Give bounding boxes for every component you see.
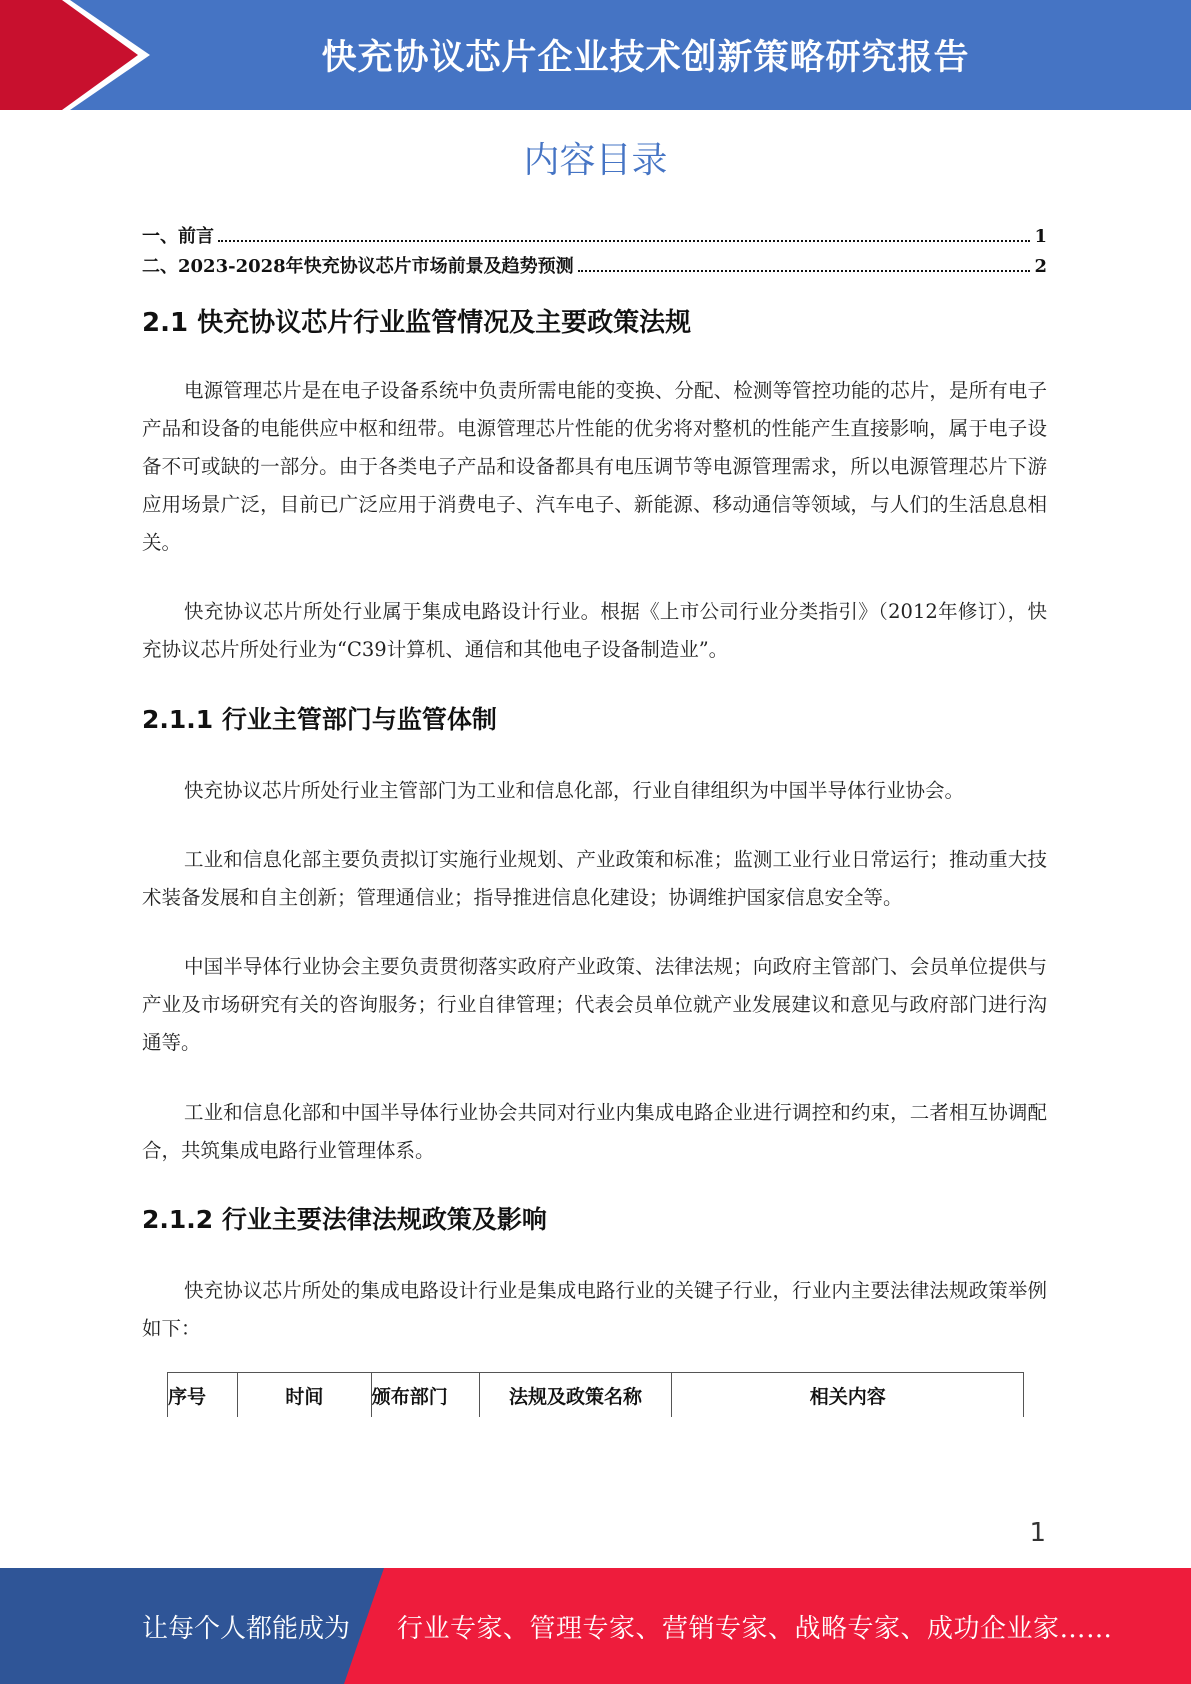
- toc-leader-dots: [218, 226, 1030, 242]
- toc-leader-dots: [578, 256, 1031, 272]
- footer-banner: [0, 1568, 1191, 1684]
- footer-slogan-left: 让每个人都能成为: [142, 1613, 351, 1644]
- table-header-cell: 相关内容: [672, 1373, 1024, 1418]
- policy-table: [167, 1372, 1024, 1417]
- section-heading-2-1-2: 2.1.2 行业主要法律法规政策及影响: [142, 1205, 547, 1234]
- paragraph: 工业和信息化部主要负责拟订实施行业规划、产业政策和标准；监测工业行业日常运行；推动重大技术装备发展和自主创新；管理通信业；指导推进信息化建设；协调维护国家信息安全等。: [142, 848, 1047, 909]
- toc-list: [142, 222, 1047, 282]
- table-header-cell: 法规及政策名称: [479, 1373, 672, 1418]
- table-header-cell: 颁布部门: [371, 1373, 479, 1418]
- paragraph: 快充协议芯片所处行业属于集成电路设计行业。根据《上市公司行业分类指引》（2012年修订），快充协议芯片所处行业为“C39计算机、通信和其他电子设备制造业”。: [142, 600, 1047, 661]
- table-header-cell: 序号: [168, 1373, 238, 1418]
- toc-item-preface[interactable]: [142, 222, 1047, 252]
- toc-item-market-forecast[interactable]: [142, 252, 1047, 282]
- report-header-banner: [0, 0, 1191, 110]
- paragraph: 工业和信息化部和中国半导体行业协会共同对行业内集成电路企业进行调控和约束，二者相互协调配合，共筑集成电路行业管理体系。: [142, 1101, 1047, 1162]
- section-heading-2-1: 2.1 快充协议芯片行业监管情况及主要政策法规: [142, 308, 692, 338]
- report-title: 快充协议芯片企业技术创新策略研究报告: [321, 38, 970, 78]
- table-header-cell: 时间: [237, 1373, 371, 1418]
- table-header-row: [168, 1373, 1024, 1418]
- toc-item-page: 1: [1034, 226, 1047, 247]
- page-number: 1: [1029, 1518, 1046, 1548]
- footer-slogan-right: 行业专家、管理专家、营销专家、战略专家、成功企业家……: [397, 1613, 1113, 1644]
- toc-item-label: 一、前言: [142, 226, 214, 247]
- paragraph: 中国半导体行业协会主要负责贯彻落实政府产业政策、法律法规；向政府主管部门、会员单位提供与产业及市场研究有关的咨询服务；行业自律管理；代表会员单位就产业发展建议和意见与政府部门进行沟通等。: [142, 955, 1047, 1054]
- paragraph: 电源管理芯片是在电子设备系统中负责所需电能的变换、分配、检测等管控功能的芯片，是所有电子产品和设备的电能供应中枢和纽带。电源管理芯片性能的优劣将对整机的性能产生直接影响，属于电子设备不可或缺的一部分。由于各类电子产品和设备都具有电压调节等电源管理需求，所以电源管理芯片下游应用场景广泛，目前已广泛应用于消费电子、汽车电子、新能源、移动通信等领域，与人们的生活息息相关。: [142, 379, 1047, 554]
- paragraph: 快充协议芯片所处行业主管部门为工业和信息化部，行业自律组织为中国半导体行业协会。: [184, 779, 965, 802]
- section-heading-2-1-1: 2.1.1 行业主管部门与监管体制: [142, 705, 497, 734]
- toc-item-label: 二、2023-2028年快充协议芯片市场前景及趋势预测: [142, 256, 574, 277]
- header-chevron-icon: [0, 0, 160, 110]
- toc-item-page: 2: [1034, 256, 1047, 277]
- toc-heading: 内容目录: [523, 140, 668, 181]
- paragraph: 快充协议芯片所处的集成电路设计行业是集成电路行业的关键子行业，行业内主要法律法规政策举例如下：: [142, 1279, 1047, 1340]
